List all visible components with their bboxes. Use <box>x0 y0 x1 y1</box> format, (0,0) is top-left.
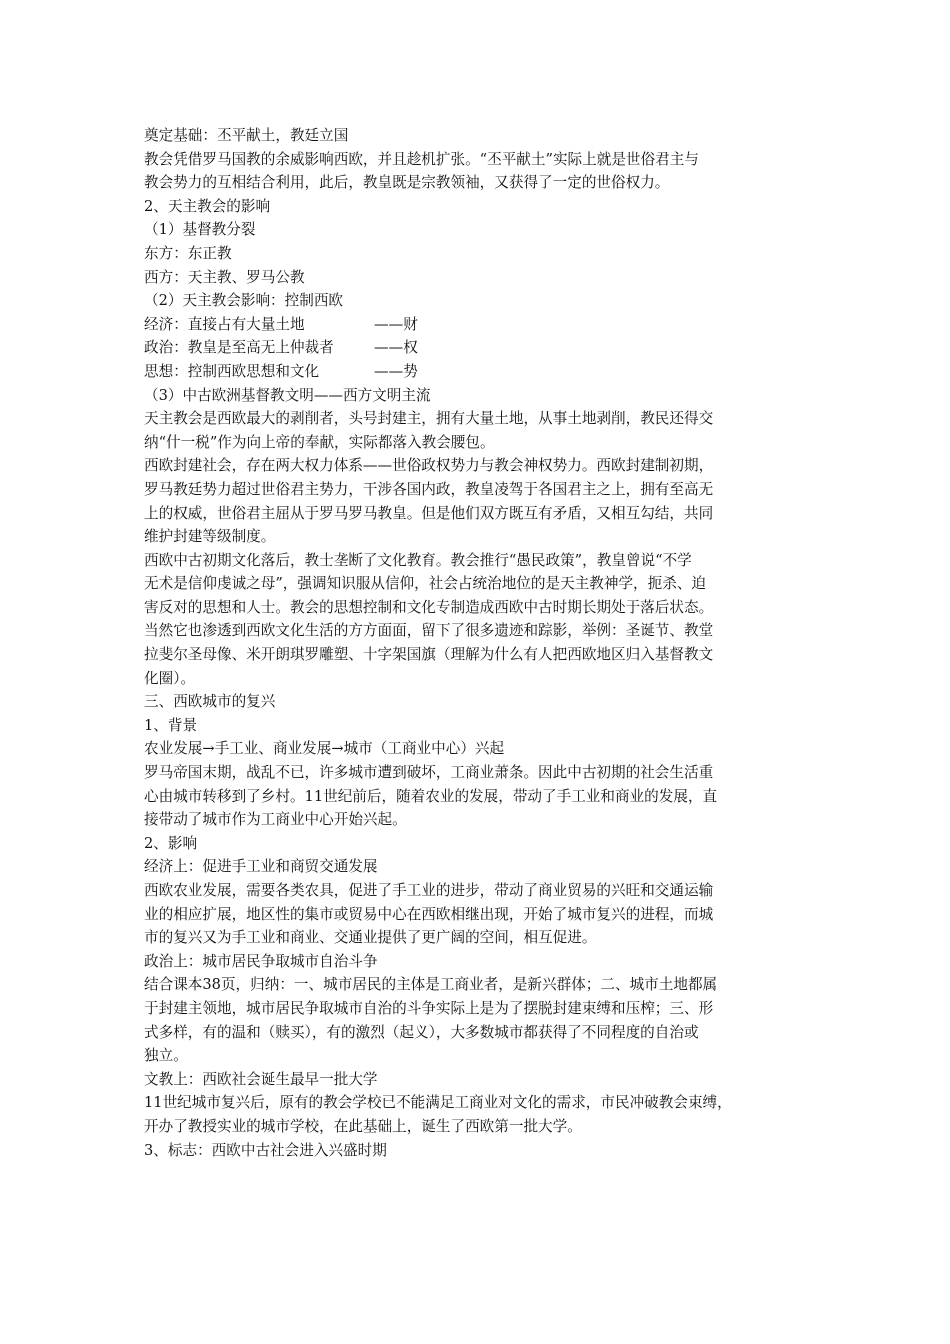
text-line: 结合课本38页，归纳：一、城市居民的主体是工商业者，是新兴群体；二、城市土地都属 <box>144 976 718 994</box>
text-line: 农业发展→手工业、商业发展→城市（工商业中心）兴起 <box>144 740 505 758</box>
text-line: 开办了教授实业的城市学校，在此基础上，诞生了西欧第一批大学。 <box>144 1117 582 1135</box>
influence-row-economy <box>144 313 814 337</box>
influence-row-thought <box>144 360 814 384</box>
text-line: 市的复兴又为手工业和商业、交通业提供了更广阔的空间，相互促进。 <box>144 929 597 947</box>
text-line: 拉斐尔圣母像、米开朗琪罗雕塑、十字架国旗（理解为什么有人把西欧地区归入基督教文 <box>144 646 714 664</box>
influence-label: 思想：控制西欧思想和文化 <box>144 362 320 380</box>
text-line: 害反对的思想和人士。教会的思想控制和文化专制造成西欧中古时期长期处于落后状态。 <box>144 598 714 616</box>
text-line: 天主教会是西欧最大的剥削者，头号封建主，拥有大量土地，从事土地剥削，教民还得交 <box>144 410 714 428</box>
text-line: 接带动了城市作为工商业中心开始兴起。 <box>144 811 407 829</box>
influence-tag: ——权 <box>374 339 418 357</box>
influence-tag: ——财 <box>374 315 418 333</box>
text-line: 奠定基础：丕平献土，教廷立国 <box>144 127 349 144</box>
subsection-heading: （3）中古欧洲基督教文明——西方文明主流 <box>144 386 431 404</box>
text-line: 化圈）。 <box>144 669 196 687</box>
text-line: 心由城市转移到了乡村。11世纪前后，随着农业的发展，带动了手工业和商业的发展，直 <box>144 787 718 805</box>
subsection-heading: 2、影响 <box>144 834 198 852</box>
text-line: 东方：东正教 <box>144 244 232 262</box>
text-line: 罗马帝国末期，战乱不已，许多城市遭到破坏，工商业萧条。因此中古初期的社会生活重 <box>144 764 714 782</box>
text-line: 独立。 <box>144 1047 188 1065</box>
text-line: 于封建主领地，城市居民争取城市自治的斗争实际上是为了摆脱封建束缚和压榨；三、形 <box>144 999 714 1017</box>
influence-row-politics <box>144 336 814 360</box>
subsection-heading: 1、背景 <box>144 716 198 734</box>
text-line: 当然它也渗透到西欧文化生活的方方面面，留下了很多遗迹和踪影，举例：圣诞节、教堂 <box>144 622 714 640</box>
text-line: 11世纪城市复兴后，原有的教会学校已不能满足工商业对文化的需求，市民冲破教会束缚， <box>144 1094 732 1112</box>
subsection-heading: （1）基督教分裂 <box>144 221 256 239</box>
text-line: 西欧中古初期文化落后，教士垄断了文化教育。教会推行“愚民政策”，教皇曾说“不学 <box>144 551 692 569</box>
text-line: 经济上：促进手工业和商贸交通发展 <box>144 858 378 876</box>
text-line: 式多样，有的温和（赎买），有的激烈（起义），大多数城市都获得了不同程度的自治或 <box>144 1023 699 1041</box>
text-line: 维护封建等级制度。 <box>144 528 276 546</box>
text-line: 政治上：城市居民争取城市自治斗争 <box>144 952 378 970</box>
influence-label: 政治：教皇是至高无上仲裁者 <box>144 339 334 357</box>
text-line: 西欧封建社会，存在两大权力体系——世俗政权势力与教会神权势力。西欧封建制初期， <box>144 457 714 475</box>
text-line: 教会势力的互相结合利用，此后，教皇既是宗教领袖，又获得了一定的世俗权力。 <box>144 174 670 192</box>
text-line: 上的权威，世俗君主屈从于罗马罗马教皇。但是他们双方既互有矛盾，又相互勾结，共同 <box>144 504 714 522</box>
section-heading: 三、西欧城市的复兴 <box>144 693 276 711</box>
text-line: 无术是信仰虔诚之母”，强调知识服从信仰，社会占统治地位的是天主教神学，扼杀、迫 <box>144 575 707 593</box>
text-line: 业的相应扩展，地区性的集市或贸易中心在西欧相继出现，开始了城市复兴的进程，而城 <box>144 905 714 923</box>
document-page <box>144 124 814 1162</box>
text-line: 纳“什一税”作为向上帝的奉献，实际都落入教会腰包。 <box>144 433 495 451</box>
influence-label: 经济：直接占有大量土地 <box>144 315 305 333</box>
text-line: 西方：天主教、罗马公教 <box>144 268 305 286</box>
subsection-heading: 3、标志：西欧中古社会进入兴盛时期 <box>144 1141 387 1159</box>
text-line: 文教上：西欧社会诞生最早一批大学 <box>144 1070 378 1088</box>
text-line: 西欧农业发展，需要各类农具，促进了手工业的进步，带动了商业贸易的兴旺和交通运输 <box>144 882 714 899</box>
text-line: 教会凭借罗马国教的余威影响西欧，并且趁机扩张。“丕平献土”实际上就是世俗君主与 <box>144 150 699 168</box>
influence-tag: ——势 <box>374 362 418 380</box>
subsection-heading: （2）天主教会影响：控制西欧 <box>144 292 344 310</box>
section-heading: 2、天主教会的影响 <box>144 197 271 215</box>
text-line: 罗马教廷势力超过世俗君主势力，干涉各国内政，教皇凌驾于各国君主之上，拥有至高无 <box>144 480 714 498</box>
